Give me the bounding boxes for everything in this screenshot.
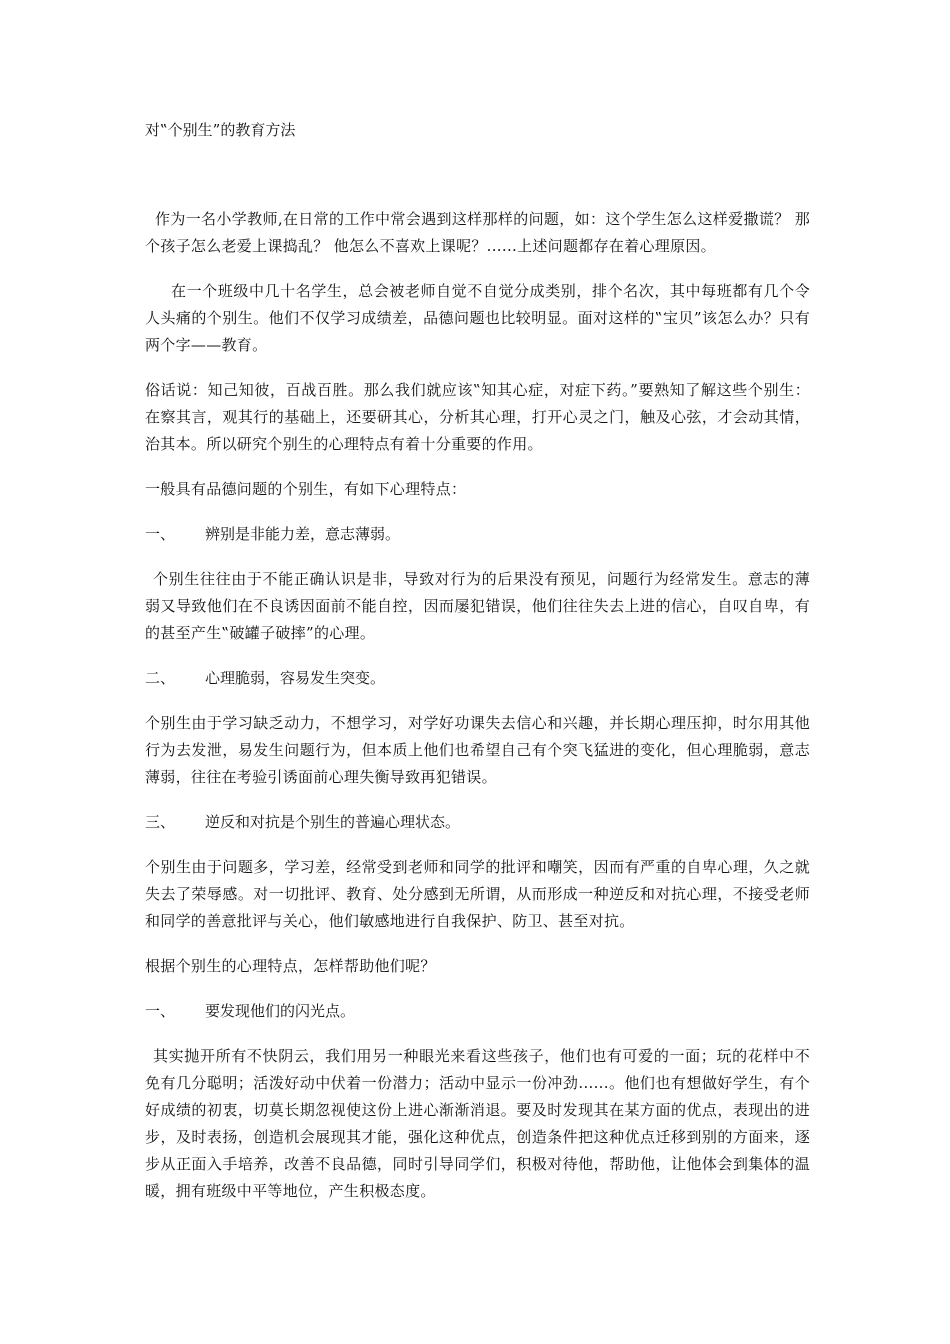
section-heading bbox=[145, 998, 810, 1025]
section-heading-text: 心理脆弱，容易发生突变。 bbox=[205, 669, 386, 687]
section-heading-text: 要发现他们的闪光点。 bbox=[205, 1002, 356, 1020]
section-heading-text: 辨别是非能力差，意志薄弱。 bbox=[205, 525, 401, 543]
section-number: 三、 bbox=[145, 813, 176, 831]
paragraph: 一般具有品德问题的个别生，有如下心理特点： bbox=[145, 480, 467, 498]
paragraph: 个别生由于学习缺乏动力，不想学习，对学好功课失去信心和兴趣，并长期心理压抑，时尔用其他行为去发泄，易发生问题行为，但本质上他们也希望自己有个突飞猛进的变化，但心理脆弱，意志薄弱，往往在考验引诱面前心理失衡导致再犯错误。 bbox=[145, 714, 810, 786]
paragraph: 根据个别生的心理特点，怎样帮助他们呢？ bbox=[145, 957, 436, 975]
paragraph: 俗话说：知己知彼，百战百胜。那么我们就应该‟知其心症，对症下药。”要熟知了解这些个别生：在察其言，观其行的基础上，还要研其心，分析其心理，打开心灵之门，触及心弦，才会动其情，治其本。所以研究个别生的心理特点有着十分重要的作用。 bbox=[145, 381, 810, 453]
section-heading bbox=[145, 665, 810, 692]
document-title: 对‟个别生”的教育方法 bbox=[145, 121, 296, 139]
section-heading bbox=[145, 521, 810, 548]
paragraph: 在一个班级中几十名学生，总会被老师自觉不自觉分成类别，排个名次，其中每班都有几个令人头痛的个别生。他们不仅学习成绩差，品德问题也比较明显。面对这样的‟宝贝”该怎么办？只有两个字——教育。 bbox=[145, 282, 810, 354]
section-heading bbox=[145, 809, 810, 836]
paragraph: 个别生由于问题多，学习差，经常受到老师和同学的批评和嘲笑，因而有严重的自卑心理，久之就失去了荣辱感。对一切批评、教育、处分感到无所谓，从而形成一种逆反和对抗心理，不接受老师和同学的善意批评与关心，他们敏感地进行自我保护、防卫、甚至对抗。 bbox=[145, 858, 810, 930]
document-body bbox=[145, 206, 810, 1223]
section-number: 一、 bbox=[145, 525, 176, 543]
paragraph: 作为一名小学教师,在日常的工作中常会遇到这样那样的问题，如：这个学生怎么这样爱撒谎？ 那个孩子怎么老爱上课捣乱？ 他怎么不喜欢上课呢？......上述问题都存在着心理原因。 bbox=[145, 210, 810, 255]
paragraph: 其实抛开所有不快阴云，我们用另一种眼光来看这些孩子，他们也有可爱的一面；玩的花样中不免有几分聪明；活泼好动中伏着一份潜力；活动中显示一份冲劲......。他们也有想做好学生，有个好成绩的初衷，切莫长期忽视使这份上进心渐渐消退。要及时发现其在某方面的优点，表现出的进步，及时表扬，创造机会展现其才能，强化这种优点，创造条件把这种优点迁移到别的方面来，逐步从正面入手培养，改善不良品德，同时引导同学们，积极对待他，帮助他，让他体会到集体的温暖，拥有班级中平等地位，产生积极态度。 bbox=[145, 1047, 810, 1200]
section-number: 一、 bbox=[145, 1002, 176, 1020]
paragraph: 个别生往往由于不能正确认识是非，导致对行为的后果没有预见，问题行为经常发生。意志的薄弱又导致他们在不良诱因面前不能自控，因而屡犯错误，他们往往失去上进的信心，自叹自卑，有的甚至产生‟破罐子破摔”的心理。 bbox=[145, 570, 810, 642]
section-number: 二、 bbox=[145, 669, 176, 687]
section-heading-text: 逆反和对抗是个别生的普遍心理状态。 bbox=[205, 813, 461, 831]
